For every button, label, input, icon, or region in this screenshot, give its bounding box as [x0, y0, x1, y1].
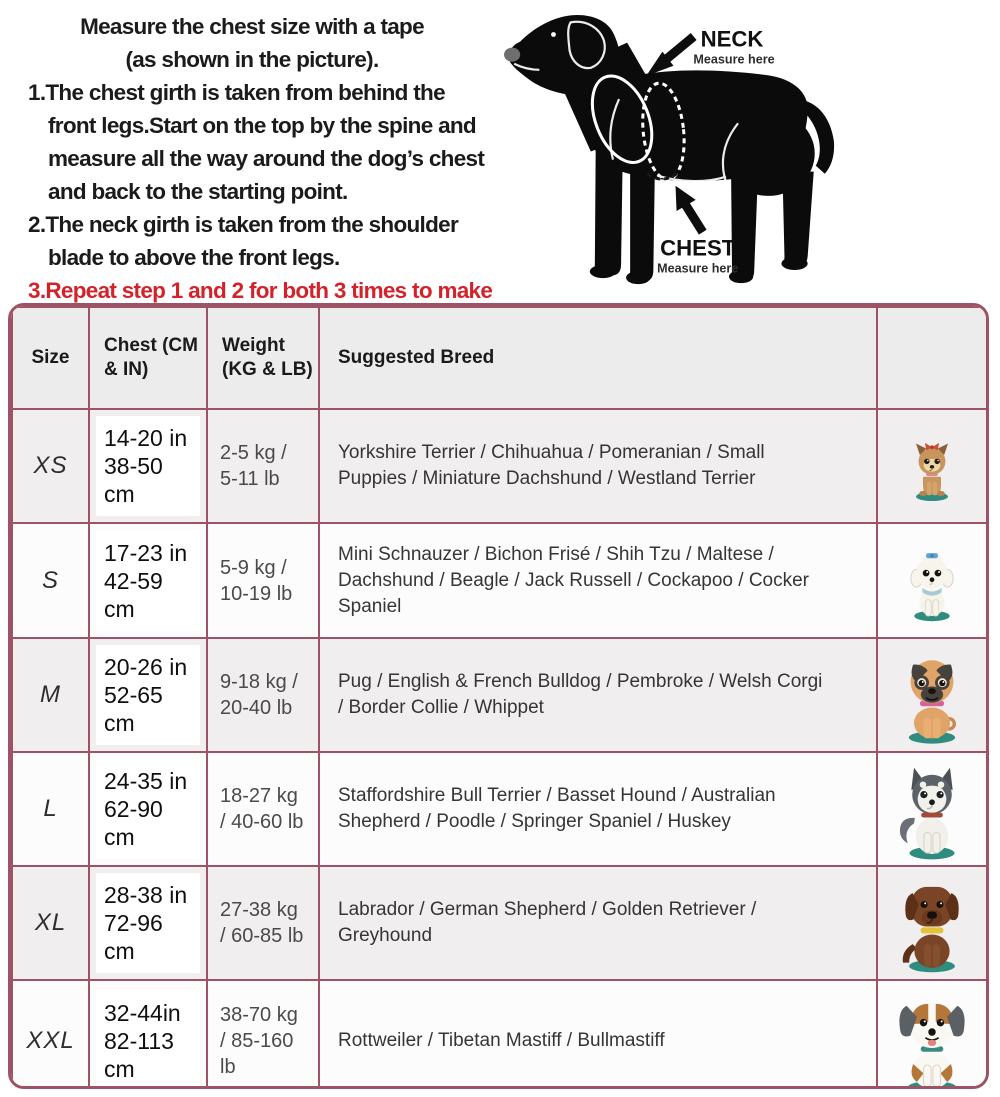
- chest-sub-label: Measure here: [657, 261, 739, 276]
- size-value: L: [12, 752, 89, 866]
- size-value: XS: [12, 409, 89, 523]
- weight-value: 5-9 kg / 10-19 lb: [207, 523, 319, 638]
- weight-value: 9-18 kg / 20-40 lb: [207, 638, 319, 752]
- neck-arrow-icon: [646, 37, 693, 76]
- table-header-row: [12, 307, 987, 409]
- instruction-step-1-cont: front legs.Start on the top by the spine and: [48, 113, 476, 138]
- chest-value: 14-20 in 38-50 cm: [96, 416, 200, 516]
- header-size: Size: [12, 307, 89, 409]
- weight-value: 27-38 kg / 60-85 lb: [207, 866, 319, 980]
- header-breed: Suggested Breed: [319, 307, 877, 409]
- size-value: XXL: [12, 980, 89, 1089]
- breed-list: Pug / English & French Bulldog / Pembroke / Welsh Corgi / Border Collie / Whippet: [319, 638, 877, 752]
- breed-list: Mini Schnauzer / Bichon Frisé / Shih Tzu / Maltese / Dachshund / Beagle / Jack Russell / Cockapoo / Cocker Spaniel: [319, 523, 877, 638]
- table-row-m: [12, 638, 987, 752]
- bichon-frise-icon: [895, 536, 969, 625]
- chest-label: CHEST: [660, 235, 736, 261]
- chest-value: 28-38 in 72-96 cm: [96, 873, 200, 973]
- neck-label: NECK: [700, 26, 764, 52]
- chest-arrow-icon: [676, 186, 703, 232]
- size-value: S: [12, 523, 89, 638]
- weight-value: 38-70 kg / 85-160 lb: [207, 980, 319, 1089]
- weight-value: 18-27 kg / 40-60 lb: [207, 752, 319, 866]
- instruction-step-2: 2.The neck girth is taken from the shoulder: [28, 212, 458, 237]
- instructions-title-line: (as shown in the picture).: [125, 47, 379, 72]
- header-chest: Chest (CM & IN): [89, 307, 207, 409]
- pug-icon: [889, 644, 975, 747]
- weight-value: 2-5 kg / 5-11 lb: [207, 409, 319, 523]
- table-row-l: [12, 752, 987, 866]
- table-row-xl: [12, 866, 987, 980]
- saint-bernard-icon: [885, 984, 979, 1089]
- neck-sub-label: Measure here: [693, 52, 775, 67]
- table-row-xs: [12, 409, 987, 523]
- instruction-step-1-cont: and back to the starting point.: [48, 179, 348, 204]
- breed-list: Staffordshire Bull Terrier / Basset Hound / Australian Shepherd / Poodle / Springer Spaniel / Huskey: [319, 752, 877, 866]
- dog-silhouette-diagram-icon: [498, 6, 846, 294]
- instruction-step-3: 3.Repeat step 1 and 2 for both 3 times to make: [28, 278, 493, 303]
- breed-list: Rottweiler / Tibetan Mastiff / Bullmastiff: [319, 980, 877, 1089]
- measurement-instructions: [10, 10, 494, 340]
- chest-value: 24-35 in 62-90 cm: [96, 759, 200, 859]
- instruction-step-2-cont: blade to above the front legs.: [48, 245, 340, 270]
- dog-measurement-diagram: [498, 6, 846, 294]
- table-row-xxl: [12, 980, 987, 1089]
- chest-value: 32-44in 82-113 cm: [96, 991, 200, 1090]
- instructions-title-line: Measure the chest size with a tape: [80, 14, 424, 39]
- table-row-s: [12, 523, 987, 638]
- husky-icon: [887, 755, 977, 863]
- yorkshire-terrier-icon: [900, 428, 964, 505]
- chest-value: 17-23 in 42-59 cm: [96, 531, 200, 631]
- breed-list: Labrador / German Shepherd / Golden Retriever / Greyhound: [319, 866, 877, 980]
- chest-value: 20-26 in 52-65 cm: [96, 645, 200, 745]
- header-dog-image: [877, 307, 987, 409]
- header-weight: Weight (KG & LB): [207, 307, 319, 409]
- labrador-icon: [888, 870, 976, 976]
- dog-nose: [504, 48, 520, 62]
- size-value: XL: [12, 866, 89, 980]
- instruction-step-1: 1.The chest girth is taken from behind the: [28, 80, 445, 105]
- size-value: M: [12, 638, 89, 752]
- size-chart-table: [8, 303, 989, 1089]
- instruction-step-1-cont: measure all the way around the dog’s chest: [48, 146, 485, 171]
- breed-list: Yorkshire Terrier / Chihuahua / Pomeranian / Small Puppies / Miniature Dachshund / Westland Terrier: [319, 409, 877, 523]
